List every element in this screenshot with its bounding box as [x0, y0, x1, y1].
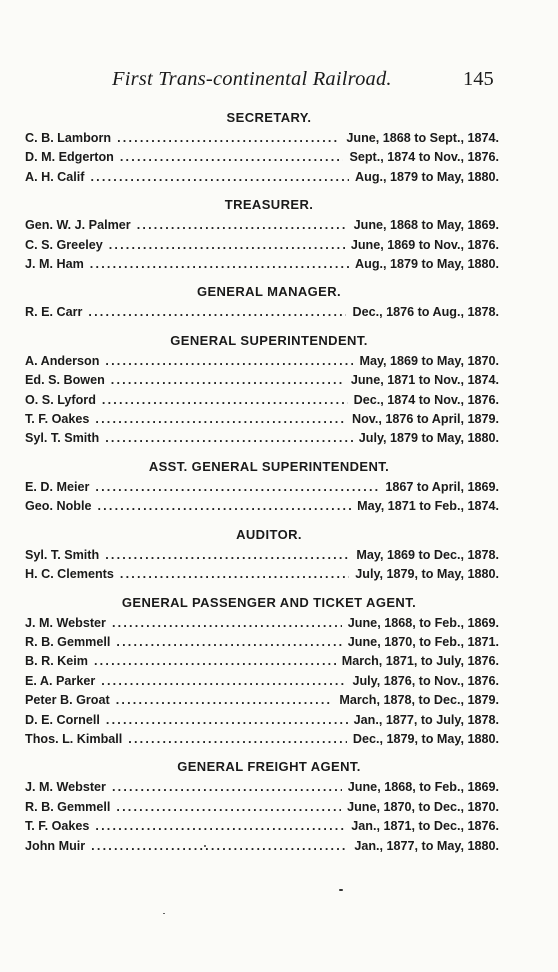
- officer-section: [25, 196, 499, 274]
- officer-name: H. C. Clements: [25, 567, 114, 582]
- page-header: [0, 64, 558, 100]
- officer-name: J. M. Webster: [25, 615, 106, 630]
- officer-name: A. Anderson: [25, 353, 100, 368]
- officer-section: [25, 594, 499, 750]
- term-dates: May, 1869 to May, 1870.: [359, 353, 499, 368]
- officer-entry: [25, 837, 499, 856]
- term-dates: Aug., 1879 to May, 1880.: [355, 257, 499, 272]
- dot-leader: [109, 236, 345, 255]
- term-dates: May, 1869 to Dec., 1878.: [356, 547, 499, 562]
- dot-leader: [117, 129, 340, 148]
- officer-section: [25, 458, 499, 517]
- officer-entry: [25, 817, 499, 836]
- officer-name: B. R. Keim: [25, 654, 88, 669]
- term-dates: July, 1879, to May, 1880.: [355, 567, 499, 582]
- dot-leader: [101, 672, 346, 691]
- officer-name: D. M. Edgerton: [25, 150, 114, 165]
- officer-name: Geo. Noble: [25, 499, 92, 514]
- dot-leader: [90, 255, 349, 274]
- officer-listing: [25, 109, 499, 865]
- officer-section: [25, 332, 499, 449]
- term-dates: May, 1871 to Feb., 1874.: [357, 499, 499, 514]
- section-heading: GENERAL FREIGHT AGENT.: [177, 759, 361, 775]
- officer-name: Peter B. Groat: [25, 693, 110, 708]
- officer-entry: [25, 691, 499, 710]
- dot-leader: [105, 429, 353, 448]
- officer-entry: [25, 371, 499, 390]
- officer-entry: [25, 798, 499, 817]
- section-heading: ASST. GENERAL SUPERINTENDENT.: [148, 458, 390, 474]
- dot-leader: [91, 837, 348, 856]
- officer-section: [25, 283, 499, 322]
- dot-leader: [120, 148, 344, 167]
- dot-leader: [95, 817, 345, 836]
- officer-entry: [25, 216, 499, 235]
- term-dates: June, 1869 to Nov., 1876.: [350, 237, 499, 252]
- officer-entry: [25, 546, 499, 565]
- print-speck: [163, 913, 165, 914]
- term-dates: March, 1878, to Dec., 1879.: [339, 693, 499, 708]
- officer-name: Syl. T. Smith: [25, 547, 100, 562]
- officer-entry: [25, 391, 499, 410]
- officer-entry: [25, 255, 499, 274]
- officer-entry: [25, 148, 499, 167]
- officer-section: [25, 109, 499, 187]
- officer-entry: [25, 303, 499, 322]
- officer-name: A. H. Calif: [25, 169, 85, 184]
- term-dates: June, 1868 to May, 1869.: [353, 218, 499, 233]
- officer-name: Ed. S. Bowen: [25, 373, 105, 388]
- officer-entry: [25, 614, 499, 633]
- dot-leader: [88, 303, 346, 322]
- term-dates: June, 1871 to Nov., 1874.: [350, 373, 499, 388]
- officer-name: R. E. Carr: [25, 305, 83, 320]
- officer-section: [25, 526, 499, 585]
- officer-name: E. A. Parker: [25, 673, 96, 688]
- dot-leader: [97, 497, 351, 516]
- officer-section: [25, 758, 499, 856]
- officer-name: O. S. Lyford: [25, 392, 96, 407]
- officer-name: T. F. Oakes: [25, 412, 90, 427]
- officer-name: T. F. Oakes: [25, 819, 90, 834]
- dot-leader: [116, 798, 341, 817]
- officer-name: John Muir: [25, 838, 86, 853]
- term-dates: July, 1876, to Nov., 1876.: [352, 673, 499, 688]
- officer-name: E. D. Meier: [25, 479, 90, 494]
- dot-leader: [95, 410, 346, 429]
- term-dates: Sept., 1874 to Nov., 1876.: [349, 150, 499, 165]
- term-dates: June, 1868 to Sept., 1874.: [346, 131, 499, 145]
- dot-leader: [105, 546, 350, 565]
- officer-name: R. B. Gemmell: [25, 799, 111, 814]
- term-dates: Dec., 1879, to May, 1880.: [352, 731, 499, 746]
- officer-name: J. M. Webster: [25, 780, 106, 795]
- officer-entry: [25, 730, 499, 749]
- officer-name: C. B. Lamborn: [25, 131, 112, 145]
- officer-entry: [25, 672, 499, 691]
- print-speck: [339, 889, 343, 891]
- dot-leader: [116, 691, 334, 710]
- term-dates: Dec., 1876 to Aug., 1878.: [352, 305, 499, 320]
- term-dates: 1867 to April, 1869.: [385, 479, 499, 494]
- dot-leader: [95, 478, 379, 497]
- term-dates: June, 1870, to Feb., 1871.: [347, 634, 499, 649]
- section-heading: TREASURER.: [224, 197, 314, 213]
- dot-leader: [102, 391, 348, 410]
- section-heading: AUDITOR.: [236, 526, 302, 542]
- term-dates: June, 1868, to Feb., 1869.: [347, 615, 499, 630]
- officer-entry: [25, 168, 499, 187]
- term-dates: Jan., 1877, to July, 1878.: [353, 712, 499, 727]
- term-dates: July, 1879 to May, 1880.: [358, 431, 499, 446]
- officer-entry: [25, 129, 499, 148]
- officer-name: Thos. L. Kimball: [25, 731, 123, 746]
- section-heading: GENERAL SUPERINTENDENT.: [170, 332, 368, 348]
- officer-entry: [25, 565, 499, 584]
- dot-leader: [128, 730, 347, 749]
- section-heading: GENERAL PASSENGER AND TICKET AGENT.: [121, 594, 417, 610]
- officer-entry: [25, 633, 499, 652]
- officer-name: J. M. Ham: [25, 257, 84, 272]
- officer-entry: [25, 652, 499, 671]
- officer-name: D. E. Cornell: [25, 712, 100, 727]
- term-dates: Jan., 1877, to May, 1880.: [354, 838, 499, 853]
- page-number: 145: [463, 68, 494, 90]
- term-dates: Aug., 1879 to May, 1880.: [355, 169, 499, 184]
- officer-entry: [25, 410, 499, 429]
- officer-entry: [25, 497, 499, 516]
- dot-leader: [105, 352, 353, 371]
- dot-leader: [116, 633, 341, 652]
- officer-entry: [25, 429, 499, 448]
- term-dates: June, 1868, to Feb., 1869.: [347, 780, 499, 795]
- dot-leader: [106, 711, 348, 730]
- officer-entry: [25, 236, 499, 255]
- officer-name: R. B. Gemmell: [25, 634, 111, 649]
- officer-entry: [25, 352, 499, 371]
- term-dates: Nov., 1876 to April, 1879.: [352, 412, 499, 427]
- dot-leader: [112, 614, 342, 633]
- term-dates: Dec., 1874 to Nov., 1876.: [353, 392, 499, 407]
- officer-name: Syl. T. Smith: [25, 431, 100, 446]
- dot-leader: [111, 371, 345, 390]
- dot-leader: [112, 778, 342, 797]
- term-dates: June, 1870, to Dec., 1870.: [347, 799, 499, 814]
- dot-leader: [90, 168, 349, 187]
- section-heading: GENERAL MANAGER.: [196, 284, 342, 300]
- term-dates: March, 1871, to July, 1876.: [341, 654, 499, 669]
- dot-leader: [94, 652, 336, 671]
- dot-leader: [137, 216, 348, 235]
- officer-entry: [25, 711, 499, 730]
- print-speck: [204, 845, 206, 847]
- officer-name: Gen. W. J. Palmer: [25, 218, 131, 233]
- section-heading: SECRETARY.: [226, 110, 312, 125]
- officer-entry: [25, 778, 499, 797]
- term-dates: Jan., 1871, to Dec., 1876.: [351, 819, 499, 834]
- officer-name: C. S. Greeley: [25, 237, 103, 252]
- running-title: First Trans-continental Railroad.: [112, 68, 392, 90]
- dot-leader: [120, 565, 349, 584]
- officer-entry: [25, 478, 499, 497]
